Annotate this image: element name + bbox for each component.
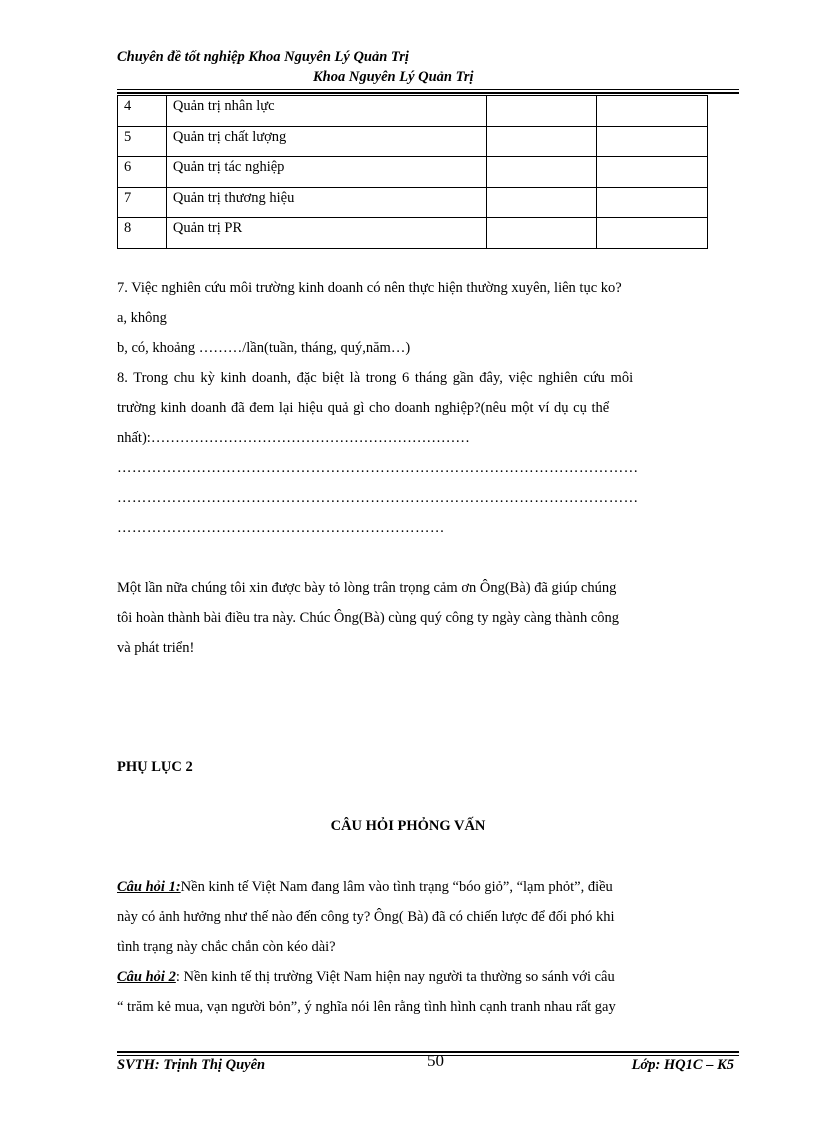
row-label: Quản trị tác nghiệp: [166, 157, 486, 188]
row-number: 7: [118, 187, 167, 218]
row-label: Quản trị nhân lực: [166, 96, 486, 127]
thanks-paragraph: [117, 573, 739, 663]
row-number: 8: [118, 218, 167, 249]
header-department: Khoa Nguyên Lý Quản Trị: [313, 69, 474, 85]
row-cell-b: [597, 187, 708, 218]
question-8-line-2: trường kinh doanh đã đem lại hiệu quả gì cho doanh nghiệp?(nêu một ví dụ cụ thể: [117, 400, 610, 416]
row-cell-a: [486, 218, 597, 249]
row-number: 6: [118, 157, 167, 188]
footer-student: SVTH: Trịnh Thị Quyên: [117, 1057, 266, 1073]
question-1-line-3: tình trạng này chắc chắn còn kéo dài?: [117, 939, 336, 955]
row-number: 5: [118, 126, 167, 157]
footer-class: Lớp: HQ1C – K5: [631, 1057, 734, 1073]
thanks-line-3: và phát triển!: [117, 640, 195, 656]
question-7-text: 7. Việc nghiên cứu môi trường kinh doanh có nên thực hiện thường xuyên, liên tục ko?: [117, 280, 622, 296]
question-1-line-1: [117, 872, 739, 902]
row-cell-b: [597, 96, 708, 127]
thanks-line-2: tôi hoàn thành bài điều tra này. Chúc Ông(Bà) cùng quý công ty ngày càng thành công: [117, 610, 619, 626]
row-cell-b: [597, 157, 708, 188]
row-cell-a: [486, 96, 597, 127]
row-cell-a: [486, 187, 597, 218]
row-cell-b: [597, 218, 708, 249]
page-number: 50: [427, 1051, 444, 1070]
header-rule-thin: [117, 89, 739, 90]
question-7-option-b: b, có, khoảng ………/lần(tuần, tháng, quý,năm…): [117, 340, 411, 356]
question-2-line-2: “ trăm kẻ mua, vạn người bỏn”, ý nghĩa nói lên rằng tình hình cạnh tranh nhau rất gay: [117, 999, 616, 1015]
interview-questions: [117, 872, 739, 1022]
question-2-text: : Nền kinh tế thị trường Việt Nam hiện nay người ta thường so sánh với câu: [175, 969, 615, 985]
row-label: Quản trị chất lượng: [166, 126, 486, 157]
table-row: [118, 126, 708, 157]
table-row: [118, 96, 708, 127]
question-8: [117, 363, 739, 453]
management-table: [117, 95, 708, 249]
row-cell-b: [597, 126, 708, 157]
question-8-line-3: nhất):…………………………………………………………: [117, 430, 470, 446]
header-rule-thick: [117, 92, 739, 94]
header-title: Chuyên đề tốt nghiệp Khoa Nguyên Lý Quản Trị: [117, 49, 409, 65]
answer-line-1: ……………………………………………………………………………………………: [117, 460, 639, 476]
table-row: [118, 157, 708, 188]
question-7: [117, 273, 739, 363]
question-2-label: Câu hỏi 2: [117, 969, 176, 985]
row-cell-a: [486, 126, 597, 157]
thanks-line-1: Một lần nữa chúng tôi xin được bày tỏ lòng trân trọng cảm ơn Ông(Bà) đã giúp chúng: [117, 580, 617, 596]
question-1-line-2: này có ảnh hưởng như thế nào đến công ty? Ông( Bà) đã có chiến lược để đối phó khi: [117, 909, 615, 925]
row-label: Quản trị thương hiệu: [166, 187, 486, 218]
question-2-line-1: [117, 962, 739, 992]
appendix-title: PHỤ LỤC 2: [117, 759, 193, 775]
question-8-line-1: 8. Trong chu kỳ kinh doanh, đặc biệt là trong 6 tháng gần đây, việc nghiên cứu môi: [117, 370, 634, 386]
question-7-option-a: a, không: [117, 310, 167, 326]
question-1-text: Nền kinh tế Việt Nam đang lâm vào tình trạng “bóo giỏ”, “lạm phỏt”, điều: [180, 879, 613, 895]
question-1-label: Câu hỏi 1:: [117, 879, 181, 895]
row-label: Quản trị PR: [166, 218, 486, 249]
table-row: [118, 218, 708, 249]
table-row: [118, 187, 708, 218]
answer-line-2: ……………………………………………………………………………………………: [117, 490, 639, 506]
appendix-subtitle: CÂU HỎI PHỎNG VẤN: [330, 818, 486, 834]
row-cell-a: [486, 157, 597, 188]
answer-line-3: …………………………………………………………: [117, 520, 445, 536]
row-number: 4: [118, 96, 167, 127]
